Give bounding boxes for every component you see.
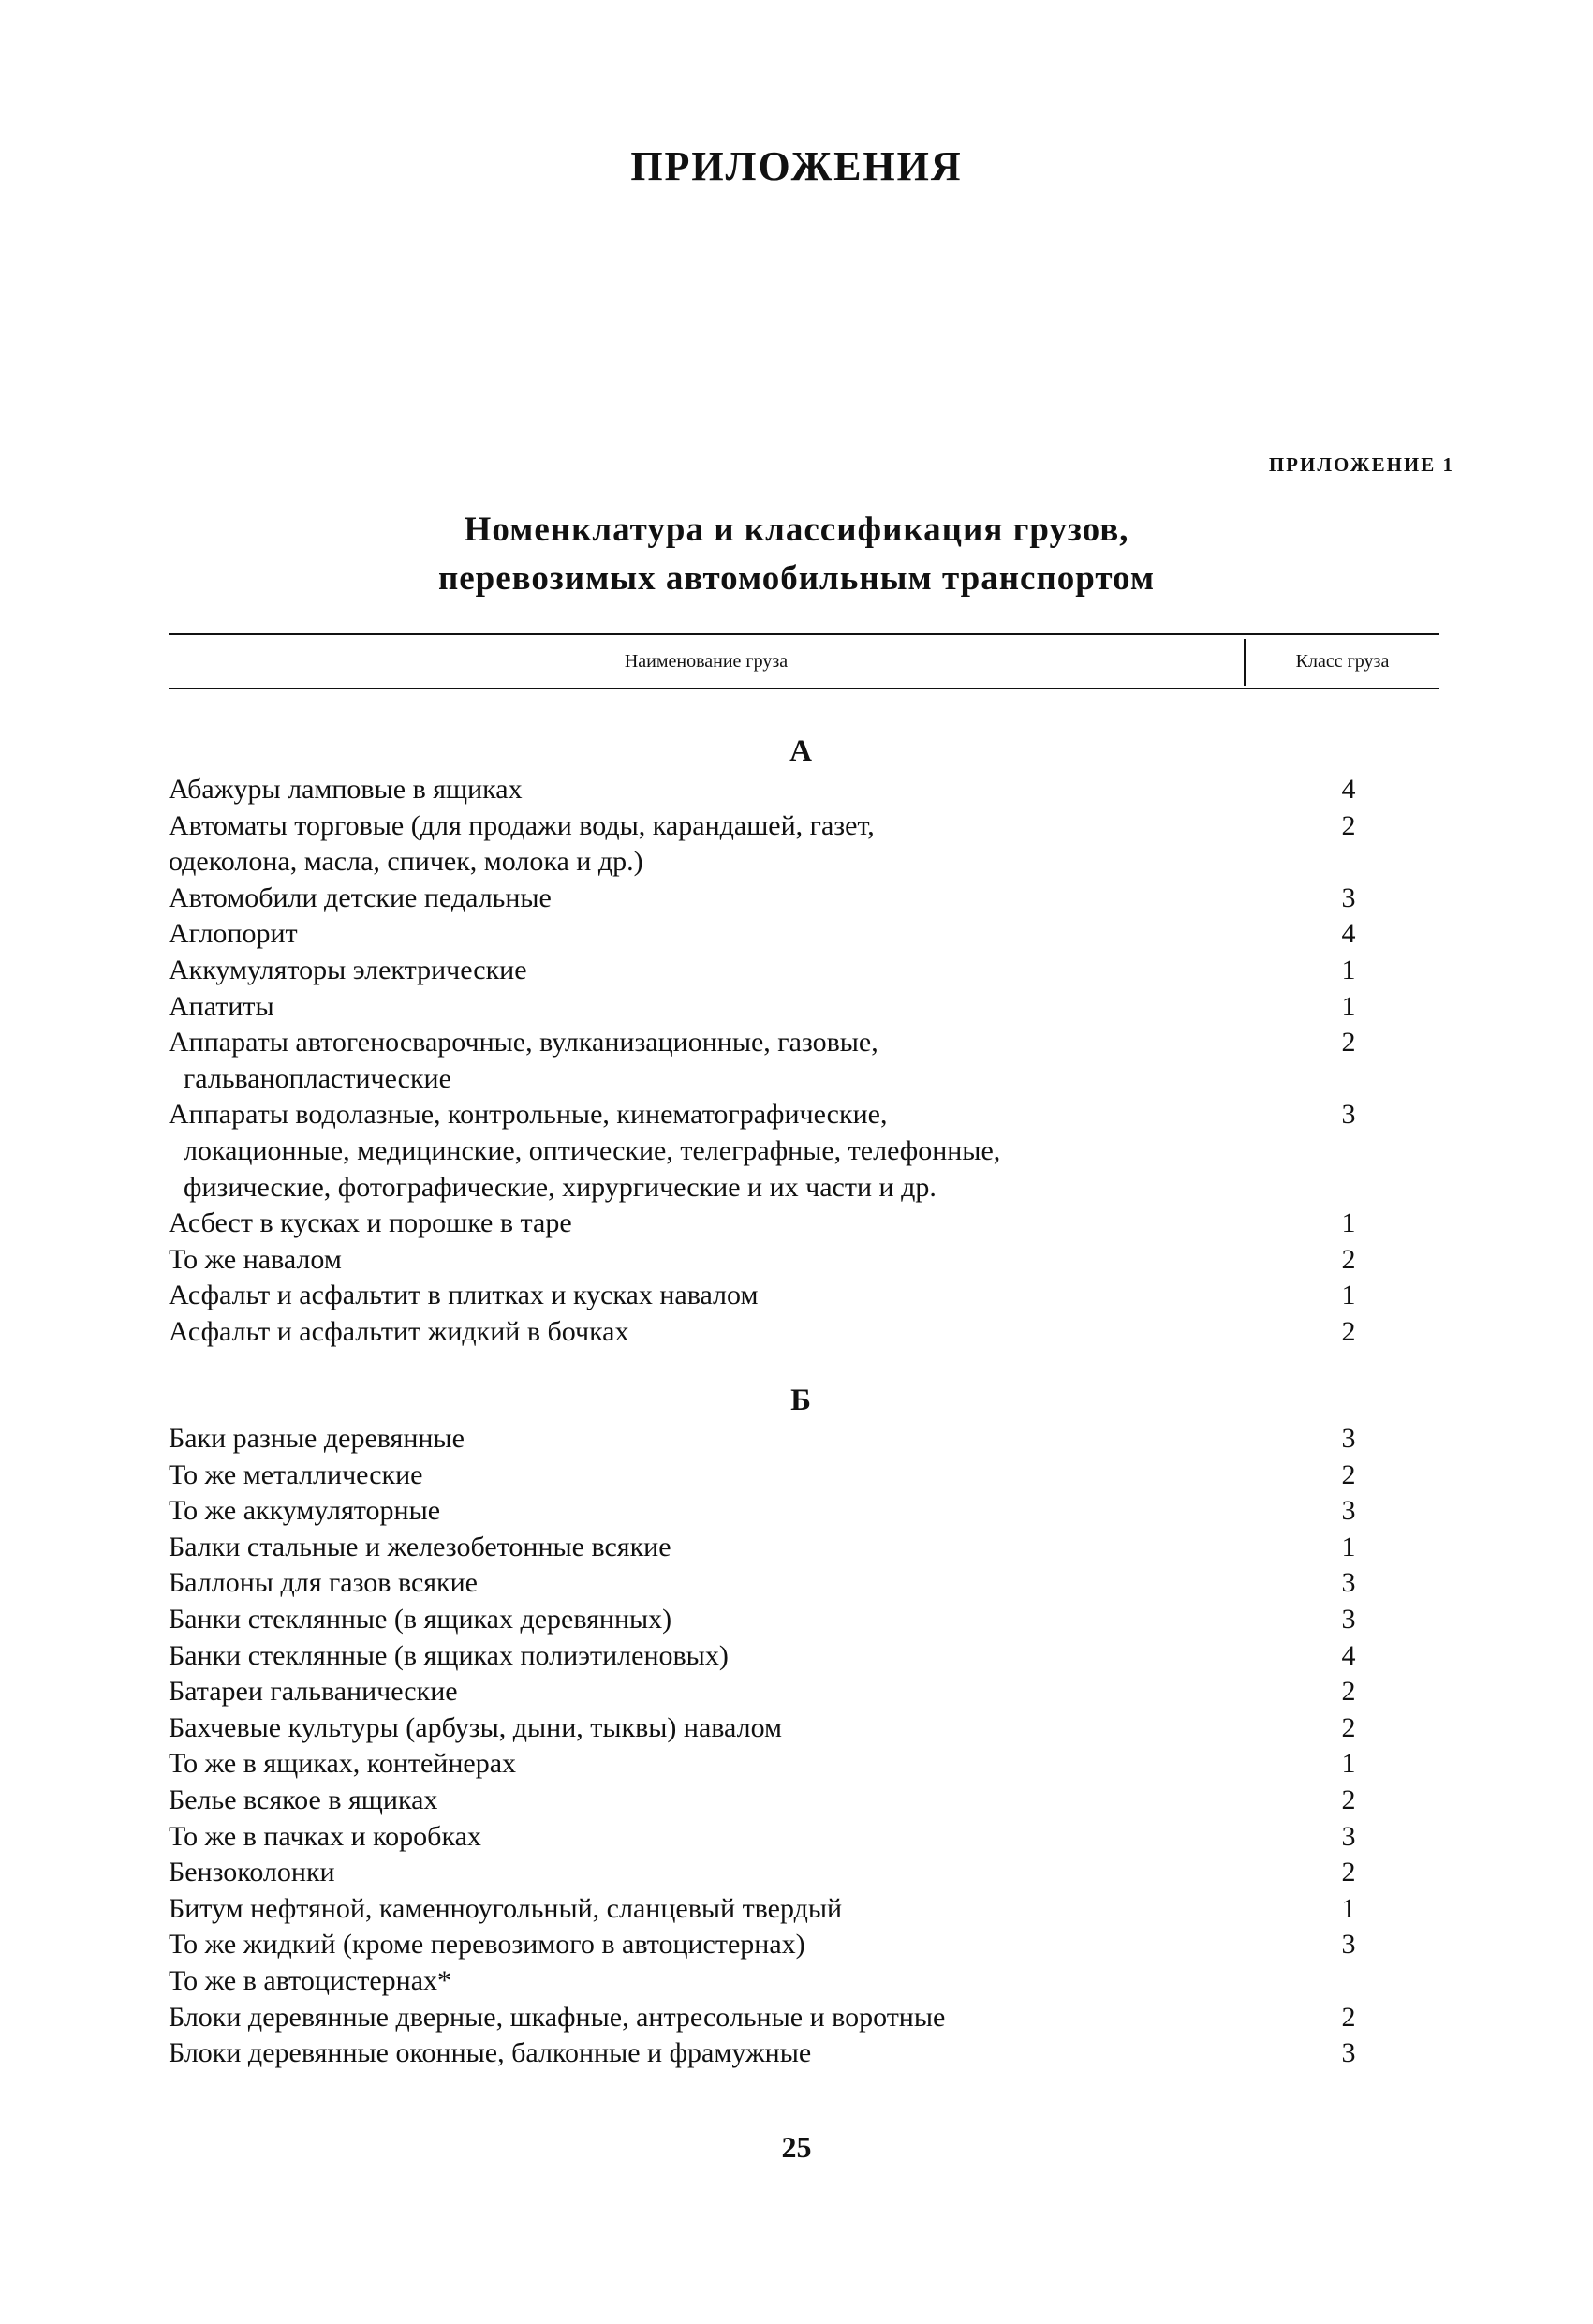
cargo-name: [169, 1819, 1180, 1856]
table-row: [169, 1638, 1356, 1675]
cargo-name: [169, 1493, 1180, 1530]
cargo-class: 2: [1341, 1711, 1356, 1743]
cargo-name-continuation: физические, фотографические, хирургические и их части и др.: [184, 1171, 937, 1203]
cargo-class: 1: [1341, 1892, 1356, 1924]
cargo-class: 2: [1341, 1027, 1356, 1058]
table-row: [169, 1530, 1356, 1566]
section-a: [169, 733, 1356, 1351]
table-row: [169, 1314, 1356, 1351]
cargo-name-line: Банки стеклянные (в ящиках полиэтиленовых): [169, 1639, 729, 1671]
table-row: [169, 916, 1356, 953]
cargo-class: 2: [1341, 1784, 1356, 1815]
cargo-name-continuation: гальванопластические: [184, 1062, 451, 1094]
cargo-name: [169, 1025, 1180, 1097]
cargo-name-line: То же жидкий (кроме перевозимого в автоцистернах): [169, 1929, 805, 1961]
cargo-class: 1: [1341, 954, 1356, 985]
cargo-class: 1: [1341, 1207, 1356, 1239]
cargo-name-line: Асбест в кусках и порошке в таре: [169, 1207, 572, 1239]
main-title: ПРИЛОЖЕНИЯ: [630, 143, 963, 189]
cargo-name: [169, 772, 1180, 808]
column-header-class: Класс груза: [1295, 651, 1390, 672]
table-row: [169, 772, 1356, 808]
table-row: [169, 1565, 1356, 1602]
cargo-name: [169, 1242, 1180, 1279]
cargo-class: 3: [1341, 1099, 1356, 1131]
cargo-name-line: Аккумуляторы электрические: [169, 954, 527, 985]
cargo-name-line: Баллоны для газов всякие: [169, 1567, 478, 1599]
table-row: [169, 989, 1356, 1026]
table-row: [169, 1493, 1356, 1530]
table-row: [169, 1855, 1356, 1891]
cargo-name: [169, 989, 1180, 1026]
cargo-name: [169, 1458, 1180, 1494]
table-row: [169, 1927, 1356, 1963]
cargo-name: [169, 1710, 1180, 1747]
cargo-name-line: То же металлические: [169, 1458, 423, 1490]
cargo-name-line: Аглопорит: [169, 918, 298, 950]
cargo-name: [169, 1602, 1180, 1638]
cargo-class: 2: [1341, 809, 1356, 841]
cargo-class: 3: [1341, 1929, 1356, 1961]
cargo-name-line: Белье всякое в ящиках: [169, 1784, 438, 1815]
table-row: [169, 1421, 1356, 1458]
cargo-name-line: Автомобили детские педальные: [169, 881, 552, 913]
cargo-class: 2: [1341, 1857, 1356, 1888]
cargo-name-line: Абажуры ламповые в ящиках: [169, 774, 523, 805]
table-row: [169, 2000, 1356, 2036]
cargo-name: [169, 1206, 1180, 1242]
cargo-name-line: Аппараты автогеносварочные, вулканизационные, газовые,: [169, 1027, 878, 1058]
table-row: [169, 1602, 1356, 1638]
table-row: [169, 1242, 1356, 1279]
table-row: [169, 1278, 1356, 1314]
cargo-name-line: Батареи гальванические: [169, 1676, 458, 1708]
cargo-name-line: Бахчевые культуры (арбузы, дыни, тыквы) навалом: [169, 1711, 783, 1743]
table-row: [169, 1710, 1356, 1747]
cargo-class: 2: [1341, 1243, 1356, 1275]
cargo-name: [169, 916, 1180, 953]
cargo-name-line: Бензоколонки: [169, 1857, 335, 1888]
cargo-class: 2: [1341, 2001, 1356, 2033]
cargo-name-line: Баки разные деревянные: [169, 1423, 465, 1454]
cargo-name-line: Блоки деревянные оконные, балконные и фрамужные: [169, 2037, 812, 2069]
cargo-class: 3: [1341, 1820, 1356, 1852]
section-letter: Б: [790, 1384, 811, 1417]
cargo-name-line: Аппараты водолазные, контрольные, кинематографические,: [169, 1099, 888, 1131]
table-row: [169, 1746, 1356, 1783]
cargo-name-line: То же аккумуляторные: [169, 1495, 441, 1527]
cargo-class: 1: [1341, 990, 1356, 1022]
table-row: [169, 1097, 1356, 1206]
table-row: [169, 1458, 1356, 1494]
table-row: [169, 1891, 1356, 1928]
cargo-name-line: Апатиты: [169, 990, 274, 1022]
cargo-name: [169, 953, 1180, 989]
cargo-class: 1: [1341, 1280, 1356, 1311]
table-row: [169, 1783, 1356, 1819]
cargo-class: 3: [1341, 1423, 1356, 1454]
cargo-name: [169, 1421, 1180, 1458]
section-b: [169, 1382, 1356, 2072]
cargo-name: [169, 1278, 1180, 1314]
cargo-class: 3: [1341, 881, 1356, 913]
cargo-name-continuation: локационные, медицинские, оптические, телеграфные, телефонные,: [184, 1134, 1001, 1166]
cargo-name-line: Битум нефтяной, каменноугольный, сланцевый твердый: [169, 1892, 843, 1924]
cargo-name-line: Асфальт и асфальтит в плитках и кусках навалом: [169, 1280, 759, 1311]
table-header: [169, 633, 1439, 689]
document-title-line-1: Номенклатура и классификация грузов,: [464, 511, 1129, 549]
cargo-class: 1: [1341, 1531, 1356, 1562]
page-number: 25: [781, 2130, 812, 2164]
cargo-class: 4: [1341, 774, 1356, 805]
cargo-name-line: Асфальт и асфальтит жидкий в бочках: [169, 1315, 629, 1347]
table-row: [169, 2035, 1356, 2072]
cargo-class: 3: [1341, 1603, 1356, 1635]
cargo-class: 1: [1341, 1748, 1356, 1780]
table-row: [169, 881, 1356, 917]
document-title-line-2: перевозимых автомобильным транспортом: [437, 559, 1156, 598]
cargo-class: 2: [1341, 1676, 1356, 1708]
cargo-name: [169, 1565, 1180, 1602]
appendix-label: ПРИЛОЖЕНИЕ 1: [1268, 453, 1454, 476]
cargo-name: [169, 1891, 1180, 1928]
cargo-name: [169, 1674, 1180, 1710]
cargo-name: [169, 1855, 1180, 1891]
cargo-name-line: То же в пачках и коробках: [169, 1820, 481, 1852]
cargo-name: [169, 1314, 1180, 1351]
cargo-name-line: Блоки деревянные дверные, шкафные, антресольные и воротные: [169, 2001, 946, 2033]
cargo-name: [169, 1783, 1180, 1819]
cargo-class: 3: [1341, 2037, 1356, 2069]
cargo-name: [169, 2000, 1180, 2036]
cargo-name: [169, 808, 1180, 881]
document-title: [0, 506, 1593, 603]
cargo-name-line: То же в ящиках, контейнерах: [169, 1748, 517, 1780]
cargo-name: [169, 1530, 1180, 1566]
cargo-class: 2: [1341, 1315, 1356, 1347]
cargo-name-line: Балки стальные и железобетонные всякие: [169, 1531, 671, 1562]
cargo-name: [169, 1097, 1180, 1206]
table-row: [169, 1025, 1356, 1097]
cargo-name: [169, 1638, 1180, 1675]
cargo-class: 3: [1341, 1495, 1356, 1527]
table-row: [169, 1819, 1356, 1856]
cargo-name-line: Банки стеклянные (в ящиках деревянных): [169, 1603, 672, 1635]
cargo-class: 3: [1341, 1567, 1356, 1599]
section-letter: А: [789, 734, 812, 768]
column-header-name: Наименование груза: [624, 651, 789, 672]
table-row: [169, 1963, 1349, 2000]
cargo-name: [169, 881, 1180, 917]
table-row: [169, 953, 1356, 989]
table-row: [169, 1206, 1356, 1242]
cargo-name: [169, 1927, 1180, 1963]
cargo-name: [169, 1963, 1180, 2000]
cargo-name-continuation: одеколона, масла, спичек, молока и др.): [169, 846, 643, 878]
cargo-class: 4: [1341, 918, 1356, 950]
cargo-name: [169, 2035, 1180, 2072]
table-row: [169, 1674, 1356, 1710]
cargo-name-line: Автоматы торговые (для продажи воды, карандашей, газет,: [169, 809, 875, 841]
table-row: [169, 808, 1356, 881]
cargo-name-line: То же в автоцистернах*: [169, 1964, 452, 1996]
cargo-name: [169, 1746, 1180, 1783]
cargo-class: 4: [1341, 1639, 1356, 1671]
cargo-name-line: То же навалом: [169, 1243, 342, 1275]
cargo-class: 2: [1341, 1458, 1356, 1490]
